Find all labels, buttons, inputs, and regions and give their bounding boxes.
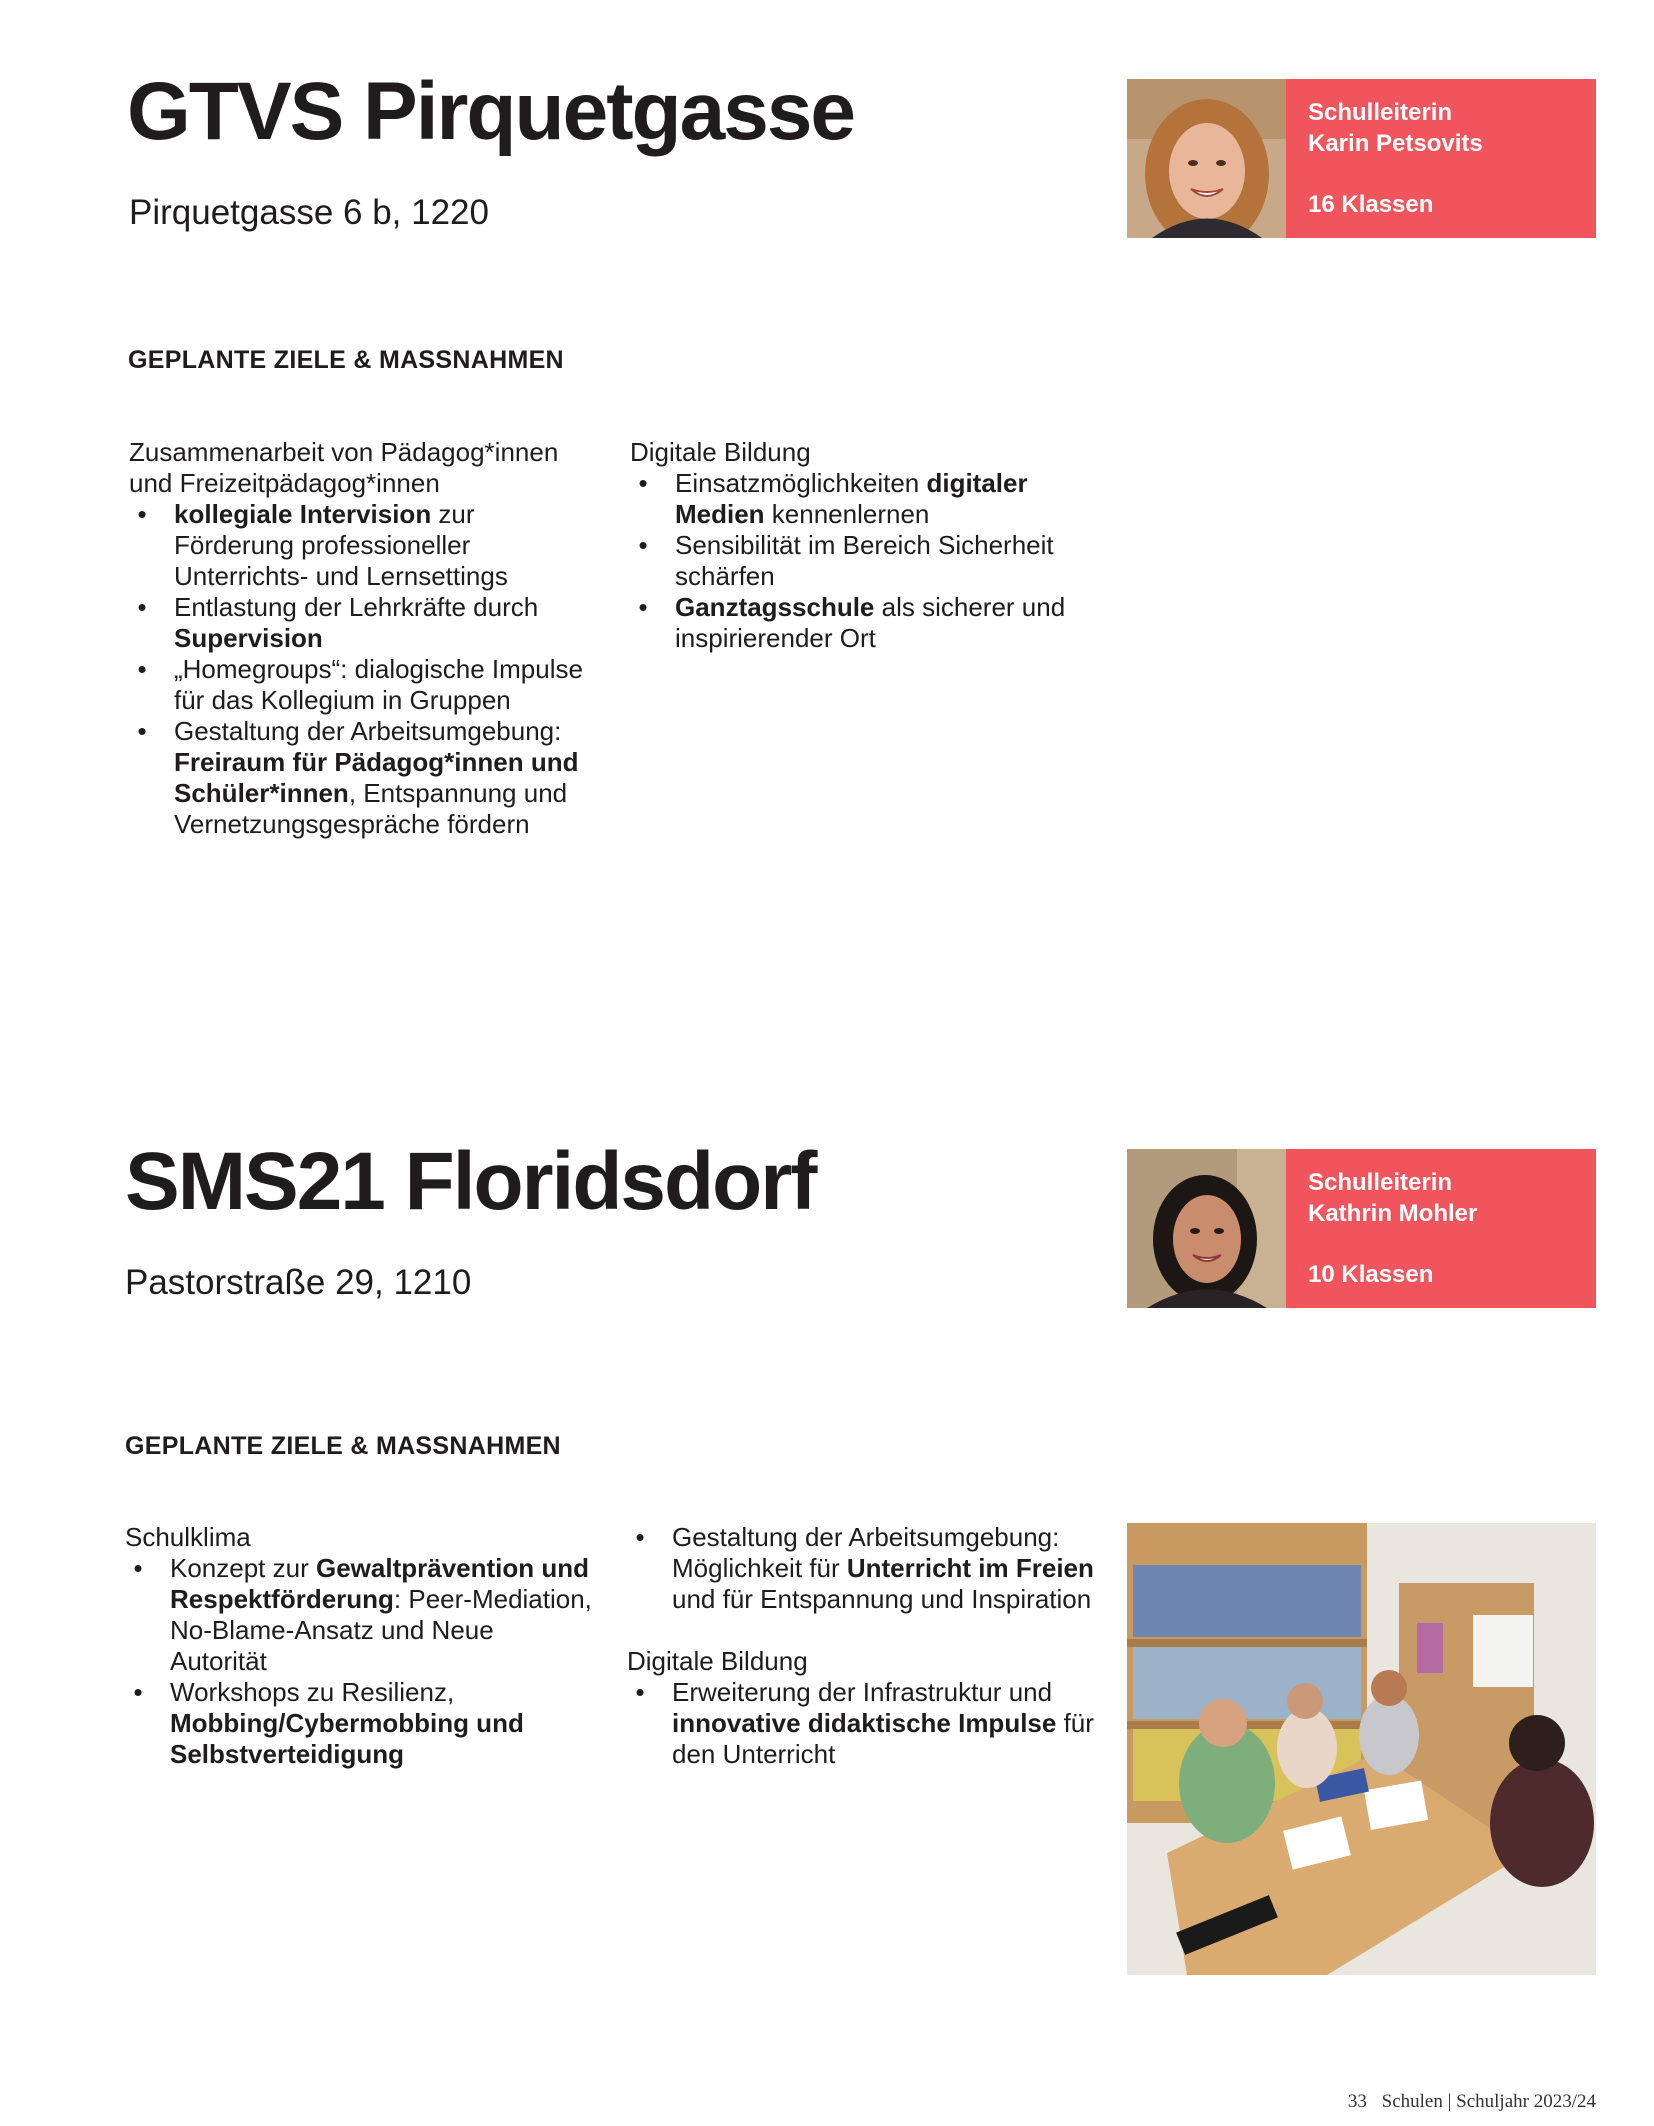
list-item: • Sensibilität im Bereich Sicherheit schärfen: [638, 530, 1054, 591]
list-item: • Konzept zur Gewaltprävention und Respektförderung: Peer-Mediation, No-Blame-Ansatz und Neue Autorität: [133, 1553, 592, 1676]
principal-portrait: [1127, 79, 1286, 238]
topic-title: Digitale Bildung: [627, 1646, 808, 1676]
page-number: 33: [1347, 2091, 1367, 2112]
section-heading: GEPLANTE ZIELE & MASSNAHMEN: [128, 346, 564, 374]
goals-column-left: [129, 437, 599, 840]
principal-card: [1127, 1149, 1596, 1308]
topic-title: Schulklima: [125, 1522, 251, 1552]
school-address: Pirquetgasse 6 b, 1220: [129, 193, 489, 232]
section-heading: GEPLANTE ZIELE & MASSNAHMEN: [125, 1432, 561, 1460]
list-item: • Einsatzmöglichkeiten digitaler Medien kennenlernen: [638, 468, 1028, 529]
goals-column-right: [627, 1522, 1097, 1770]
page-footer: [1348, 2091, 1596, 2113]
goals-column-right: [630, 437, 1100, 654]
list-item: • kollegiale Intervision zur Förderung professioneller Unterrichts- und Lernsettings: [137, 499, 508, 591]
list-item: • Gestaltung der Arbeitsumgebung: Freiraum für Pädagog*innen und Schüler*innen, Entspannung und Vernetzungsgespräche fördern: [137, 716, 579, 839]
card-klassen: 16 Klassen: [1308, 191, 1434, 218]
bullet-list: [627, 1677, 1097, 1770]
topic-title: Zusammenarbeit von Pädagog*innen und Freizeitpädagog*innen: [129, 437, 559, 498]
bullet-list: [627, 1522, 1097, 1615]
card-role: Schulleiterin: [1308, 99, 1453, 126]
school-title: SMS21 Floridsdorf: [125, 1136, 816, 1227]
card-role: Schulleiterin: [1308, 1169, 1453, 1196]
card-name: Karin Petsovits: [1308, 130, 1483, 157]
list-item: • Gestaltung der Arbeitsumgebung: Möglichkeit für Unterricht im Freien und für Entspannung und Inspiration: [635, 1522, 1094, 1614]
school-address: Pastorstraße 29, 1210: [125, 1263, 472, 1302]
principal-card: [1127, 79, 1596, 238]
bullet-list: [129, 499, 599, 840]
school-title: GTVS Pirquetgasse: [127, 66, 855, 157]
principal-portrait: [1127, 1149, 1286, 1308]
card-name: Kathrin Mohler: [1308, 1200, 1478, 1227]
list-item: • Workshops zu Resilienz, Mobbing/Cybermobbing und Selbstverteidigung: [133, 1677, 524, 1769]
topic-title: Digitale Bildung: [630, 437, 811, 467]
bullet-list: [125, 1553, 595, 1770]
goals-column-left: [125, 1522, 595, 1770]
list-item: • „Homegroups“: dialogische Impulse für das Kollegium in Gruppen: [137, 654, 583, 715]
bullet-list: [630, 468, 1100, 654]
card-klassen: 10 Klassen: [1308, 1261, 1434, 1288]
footer-text: Schulen | Schuljahr 2023/24: [1381, 2091, 1596, 2112]
list-item: • Erweiterung der Infrastruktur und innovative didaktische Impulse für den Unterricht: [635, 1677, 1094, 1769]
list-item: • Entlastung der Lehrkräfte durch Supervision: [137, 592, 539, 653]
group-photo: [1127, 1523, 1596, 1975]
list-item: • Ganztagsschule als sicherer und inspirierender Ort: [638, 592, 1066, 653]
